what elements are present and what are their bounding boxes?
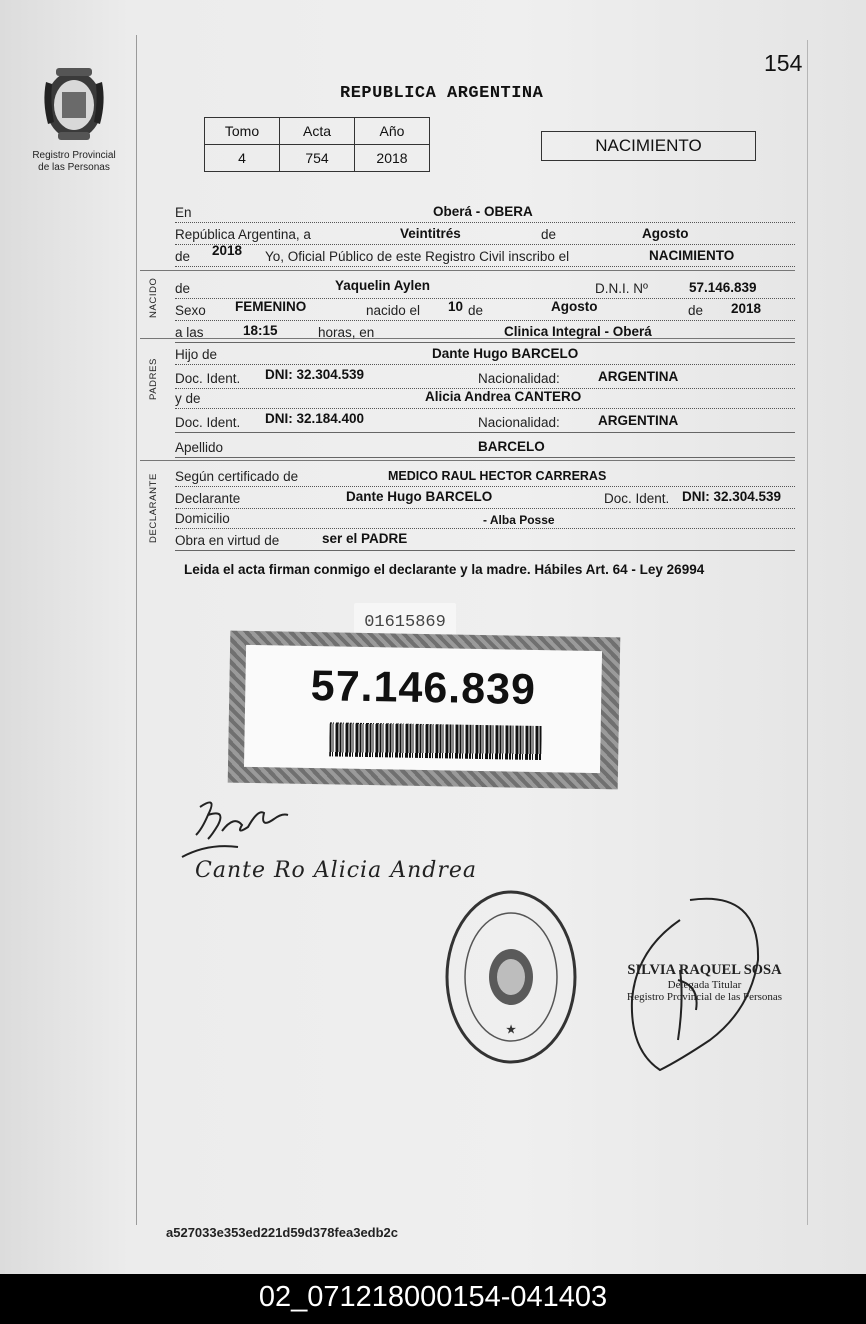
dni-value: 57.146.839: [689, 280, 757, 295]
page-number: 154: [764, 50, 803, 76]
act-type-box: NACIMIENTO: [541, 131, 756, 161]
dni-label: D.N.I. Nº: [595, 281, 648, 296]
anio-value: 2018: [355, 145, 430, 172]
provincial-seal-logo: [38, 62, 110, 148]
side-label-padres: PADRES: [148, 358, 159, 400]
barcode: [329, 722, 542, 760]
official-name: SILVIA RAQUEL SOSA: [627, 962, 782, 978]
svg-text:★: ★: [506, 1024, 516, 1036]
row-declarante: [175, 488, 795, 509]
mother-nat-value: ARGENTINA: [598, 413, 679, 428]
hijo-label: Hijo de: [175, 347, 218, 362]
year-value: 2018: [212, 243, 243, 258]
section-divider-nacido: [140, 270, 795, 271]
birth-time-value: 18:15: [243, 323, 278, 338]
segun-label: Según certificado de: [175, 469, 299, 484]
doc-label-1: Doc. Ident.: [175, 371, 241, 386]
dni-sticker: [228, 631, 621, 790]
mother-doc-value: DNI: 32.184.400: [265, 411, 365, 426]
declarante-value: Dante Hugo BARCELO: [346, 489, 493, 504]
obra-label: Obra en virtud de: [175, 533, 280, 548]
domicilio-label: Domicilio: [175, 511, 230, 526]
row-mother: [175, 388, 795, 409]
sticker-inner: [244, 645, 602, 773]
birth-month-value: Agosto: [551, 299, 598, 314]
side-label-declarante: DECLARANTE: [148, 473, 159, 543]
doc-label-2: Doc. Ident.: [175, 415, 241, 430]
obra-value: ser el PADRE: [322, 531, 408, 546]
org-caption: [18, 150, 130, 174]
en-label: En: [175, 205, 192, 220]
row-obra: [175, 530, 795, 551]
horas-label: horas, en: [318, 325, 375, 340]
row-name: [175, 278, 795, 299]
yo-label: Yo, Oficial Público de este Registro Civil inscribo el: [265, 249, 570, 264]
apellido-value: BARCELO: [478, 439, 545, 454]
section-divider-declarante: [140, 460, 795, 461]
row-republica: [175, 224, 795, 245]
official-role: Delegada Titular: [667, 979, 742, 991]
official-block: [612, 962, 797, 1003]
registry-stamp: [443, 888, 579, 1066]
row-year-act: [175, 243, 795, 267]
org-caption-line2: de las Personas: [38, 162, 110, 173]
row-sexo: [175, 300, 795, 321]
row-certificado: [175, 466, 795, 487]
domicilio-value: - Alba Posse: [483, 513, 555, 527]
sexo-value: FEMENINO: [235, 299, 307, 314]
birth-day-value: 10: [448, 299, 464, 314]
row-hora: [175, 322, 795, 343]
act-type-value: NACIMIENTO: [649, 248, 735, 263]
father-doc-value: DNI: 32.304.539: [265, 367, 365, 382]
apellido-label: Apellido: [175, 440, 224, 455]
row-mother-doc: [175, 412, 795, 433]
row-hijo: [175, 344, 795, 365]
declarante-label: Declarante: [175, 491, 241, 506]
day-text-value: Veintitrés: [400, 226, 461, 241]
name-value: Yaquelin Aylen: [335, 278, 431, 293]
birth-place-value: Clinica Integral - Oberá: [504, 324, 652, 339]
de-label-3: de: [175, 281, 191, 296]
doc-ident-label: Doc. Ident.: [604, 491, 670, 506]
sticker-number: 57.146.839: [310, 662, 537, 714]
certificado-value: MEDICO RAUL HECTOR CARRERAS: [388, 469, 607, 483]
serial-number: 01615869: [354, 603, 456, 643]
declarante-doc-value: DNI: 32.304.539: [682, 489, 782, 504]
de-label-2: de: [175, 249, 191, 264]
a-las-label: a las: [175, 325, 204, 340]
row-en: [175, 202, 795, 223]
y-de-label: y de: [175, 391, 201, 406]
tomo-value: 4: [205, 145, 280, 172]
mother-signature: Cante Ro Alicia Andrea: [195, 858, 477, 883]
side-label-nacido: NACIDO: [148, 277, 159, 318]
acta-value: 754: [280, 145, 355, 172]
de-label-4: de: [468, 303, 484, 318]
sexo-label: Sexo: [175, 303, 206, 318]
en-value: Oberá - OBERA: [433, 204, 533, 219]
row-domicilio: [175, 508, 795, 529]
document-hash: a527033e353ed221d59d378fea3edb2c: [166, 1225, 399, 1240]
declarante-signature: [178, 795, 298, 865]
father-value: Dante Hugo BARCELO: [432, 346, 579, 361]
acta-header: Acta: [280, 118, 355, 145]
closing-text: Leida el acta firman conmigo el declarante y la madre. Hábiles Art. 64 - Ley 26994: [184, 562, 705, 577]
official-org: Registro Provincial de las Personas: [626, 991, 783, 1003]
left-margin-line: [136, 35, 137, 1225]
nacionalidad-label-2: Nacionalidad:: [478, 415, 560, 430]
nacionalidad-label-1: Nacionalidad:: [478, 371, 560, 386]
mother-value: Alicia Andrea CANTERO: [425, 389, 582, 404]
footer-filename: 02_071218000154-041403: [0, 1274, 866, 1324]
row-apellido: [175, 437, 795, 458]
de-label-1: de: [541, 227, 557, 242]
de-label-5: de: [688, 303, 704, 318]
row-father-doc: [175, 368, 795, 389]
republica-label: República Argentina, a: [175, 227, 311, 242]
father-nat-value: ARGENTINA: [598, 369, 679, 384]
anio-header: Año: [355, 118, 430, 145]
tomo-header: Tomo: [205, 118, 280, 145]
birth-year-value: 2018: [731, 301, 762, 316]
org-caption-line1: Registro Provincial: [32, 150, 116, 161]
nacido-el-label: nacido el: [366, 303, 421, 318]
month-value: Agosto: [642, 226, 689, 241]
right-margin-line: [807, 40, 808, 1225]
document-title: REPUBLICA ARGENTINA: [340, 84, 544, 103]
registry-table: [204, 117, 430, 172]
